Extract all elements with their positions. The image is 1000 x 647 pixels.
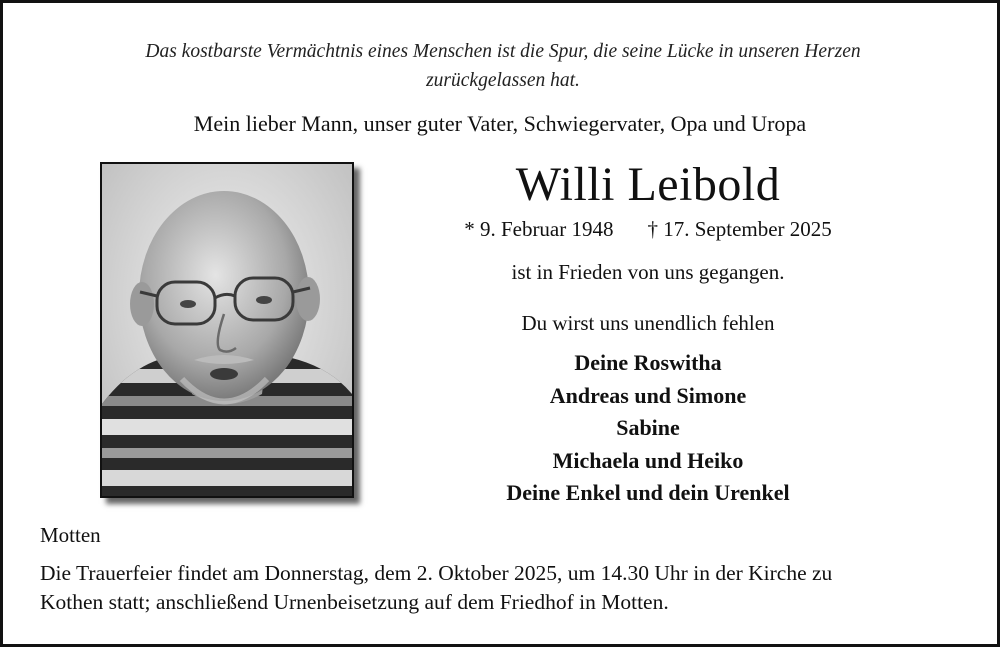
service-line-2: Kothen statt; anschließend Urnenbeisetzung auf dem Friedhof in Motten. <box>40 590 669 614</box>
quote-line-2: zurückgelassen hat. <box>426 70 580 91</box>
birth-date: * 9. Februar 1948 <box>464 217 614 241</box>
mourner-name: Deine Roswitha <box>574 350 722 375</box>
portrait-photo <box>100 162 354 498</box>
life-dates <box>383 217 913 242</box>
service-details <box>40 559 975 617</box>
closing-line: Du wirst uns unendlich fehlen <box>521 311 775 335</box>
place-name: Motten <box>40 523 101 547</box>
deceased-name: Willi Leibold <box>515 158 781 211</box>
death-date: † 17. September 2025 <box>647 217 832 241</box>
intro-line: Mein lieber Mann, unser guter Vater, Schwiegervater, Opa und Uropa <box>193 111 807 136</box>
mourner-name: Deine Enkel und dein Urenkel <box>506 480 790 505</box>
service-line-1: Die Trauerfeier findet am Donnerstag, dem 2. Oktober 2025, um 14.30 Uhr in der Kirche zu <box>40 561 833 585</box>
mourner-name: Andreas und Simone <box>549 382 747 408</box>
mourner-name: Michaela und Heiko <box>552 447 744 473</box>
portrait-image <box>102 164 352 496</box>
memorial-quote <box>63 37 943 95</box>
quote-line-1: Das kostbarste Vermächtnis eines Menschen ist die Spur, die seine Lücke in unseren Herzen <box>145 41 861 62</box>
mourner-name: Sabine <box>616 415 680 440</box>
mourners-list <box>383 347 913 510</box>
passed-away-line: ist in Frieden von uns gegangen. <box>511 260 785 284</box>
